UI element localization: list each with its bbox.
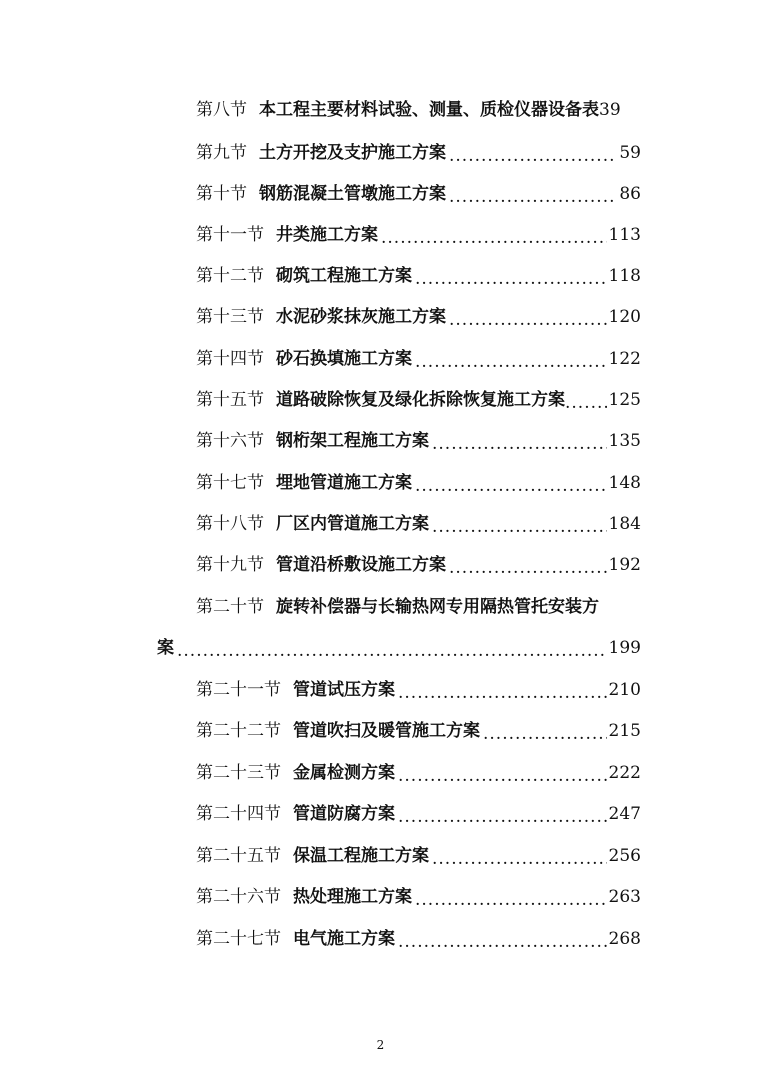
toc-page-number: 39 (599, 100, 621, 120)
toc-leader-dots (565, 388, 607, 415)
toc-section-number: 第十二节 (196, 266, 264, 286)
toc-entry-15[interactable] (196, 385, 641, 415)
toc-title: 砂石换填施工方案 (276, 349, 412, 369)
toc-section-number: 第二十一节 (196, 680, 281, 700)
toc-page-number: 215 (608, 721, 641, 741)
toc-section-number: 第二十四节 (196, 804, 281, 824)
toc-entry-21[interactable] (196, 675, 641, 705)
toc-page-number: 148 (608, 473, 641, 493)
toc-section-number: 第十节 (196, 184, 247, 204)
toc-page-number: 120 (608, 307, 641, 327)
toc-entry-26[interactable] (196, 882, 641, 912)
toc-entry-22[interactable] (196, 716, 641, 746)
toc-page-number: 125 (608, 390, 641, 410)
toc-title: 钢筋混凝土管墩施工方案 (259, 184, 446, 204)
toc-title: 砌筑工程施工方案 (276, 266, 412, 286)
page-number-footer: 2 (376, 1038, 385, 1052)
toc-section-number: 第十三节 (196, 307, 264, 327)
toc-title: 电气施工方案 (293, 929, 395, 949)
toc-title: 管道沿桥敷设施工方案 (276, 555, 446, 575)
toc-leader-dots (432, 429, 607, 456)
toc-entry-11[interactable] (196, 220, 641, 250)
toc-page-number: 268 (608, 929, 641, 949)
toc-entry-10[interactable] (196, 179, 641, 209)
toc-leader-dots (415, 885, 607, 912)
toc-page-number: 184 (608, 514, 641, 534)
toc-entry-24[interactable] (196, 799, 641, 829)
toc-title: 管道吹扫及暖管施工方案 (293, 721, 480, 741)
toc-page-number: 113 (608, 225, 641, 245)
toc-entry-16[interactable] (196, 426, 641, 456)
toc-section-number: 第八节 (196, 100, 247, 120)
toc-title: 厂区内管道施工方案 (276, 514, 429, 534)
toc-leader-dots (415, 471, 607, 498)
toc-section-number: 第十四节 (196, 349, 264, 369)
toc-section-number: 第九节 (196, 143, 247, 163)
toc-entry-19[interactable] (196, 550, 641, 580)
toc-page-number: 86 (619, 184, 641, 204)
toc-title: 热处理施工方案 (293, 887, 412, 907)
toc-title: 道路破除恢复及绿化拆除恢复施工方案 (276, 390, 565, 410)
toc-leader-dots (398, 678, 607, 705)
toc-section-number: 第二十三节 (196, 763, 281, 783)
toc-page-number: 122 (608, 349, 641, 369)
toc-leader-dots (449, 141, 617, 168)
toc-page-number: 59 (619, 143, 641, 163)
toc-entry-18[interactable] (196, 509, 641, 539)
toc-leader-dots (398, 802, 607, 829)
toc-leader-dots (483, 719, 607, 746)
toc-section-number: 第十九节 (196, 555, 264, 575)
toc-leader-dots (449, 182, 617, 209)
toc-leader-dots (449, 305, 607, 332)
toc-leader-dots (415, 264, 607, 291)
toc-title: 井类施工方案 (276, 225, 378, 245)
toc-page-number: 118 (608, 266, 641, 286)
toc-page-number: 247 (608, 804, 641, 824)
toc-leader-dots (432, 844, 607, 871)
toc-section-number: 第十八节 (196, 514, 264, 534)
toc-leader-dots (432, 512, 607, 539)
toc-entry-14[interactable] (196, 344, 641, 374)
toc-section-number: 第十六节 (196, 431, 264, 451)
toc-section-number: 第二十七节 (196, 929, 281, 949)
toc-section-number: 第二十二节 (196, 721, 281, 741)
toc-page-number: 222 (608, 763, 641, 783)
toc-entry-8[interactable] (196, 95, 656, 125)
toc-entry-13[interactable] (196, 302, 641, 332)
toc-title: 埋地管道施工方案 (276, 473, 412, 493)
toc-leader-dots (381, 223, 607, 250)
toc-section-number: 第十五节 (196, 390, 264, 410)
toc-entry-27[interactable] (196, 924, 641, 954)
toc-section-number: 第十一节 (196, 225, 264, 245)
toc-entry-23[interactable] (196, 758, 641, 788)
toc-entry-12[interactable] (196, 261, 641, 291)
toc-entry-20-continuation[interactable] (157, 633, 641, 663)
toc-leader-dots (449, 553, 607, 580)
toc-section-number: 第二十六节 (196, 887, 281, 907)
toc-title: 本工程主要材料试验、测量、质检仪器设备表 (259, 100, 599, 120)
toc-entry-17[interactable] (196, 468, 641, 498)
toc-section-number: 第十七节 (196, 473, 264, 493)
toc-page-number: 135 (608, 431, 641, 451)
toc-page-number: 192 (608, 555, 641, 575)
toc-page-number: 256 (608, 846, 641, 866)
toc-title: 水泥砂浆抹灰施工方案 (276, 307, 446, 327)
toc-page-number: 210 (608, 680, 641, 700)
toc-page-number: 263 (608, 887, 641, 907)
toc-page-number: 199 (608, 638, 641, 658)
toc-title: 管道防腐方案 (293, 804, 395, 824)
toc-leader-dots (177, 636, 607, 663)
toc-leader-dots (398, 927, 607, 954)
toc-title: 金属检测方案 (293, 763, 395, 783)
toc-title: 旋转补偿器与长输热网专用隔热管托安装方 (276, 597, 599, 617)
toc-leader-dots (398, 761, 607, 788)
toc-title: 钢桁架工程施工方案 (276, 431, 429, 451)
toc-title: 管道试压方案 (293, 680, 395, 700)
toc-entry-20[interactable] (196, 592, 656, 622)
toc-section-number: 第二十五节 (196, 846, 281, 866)
toc-title: 土方开挖及支护施工方案 (259, 143, 446, 163)
toc-title-continuation: 案 (157, 638, 174, 658)
toc-title: 保温工程施工方案 (293, 846, 429, 866)
toc-leader-dots (415, 347, 607, 374)
toc-section-number: 第二十节 (196, 597, 264, 617)
toc-entry-9[interactable] (196, 138, 641, 168)
toc-entry-25[interactable] (196, 841, 641, 871)
